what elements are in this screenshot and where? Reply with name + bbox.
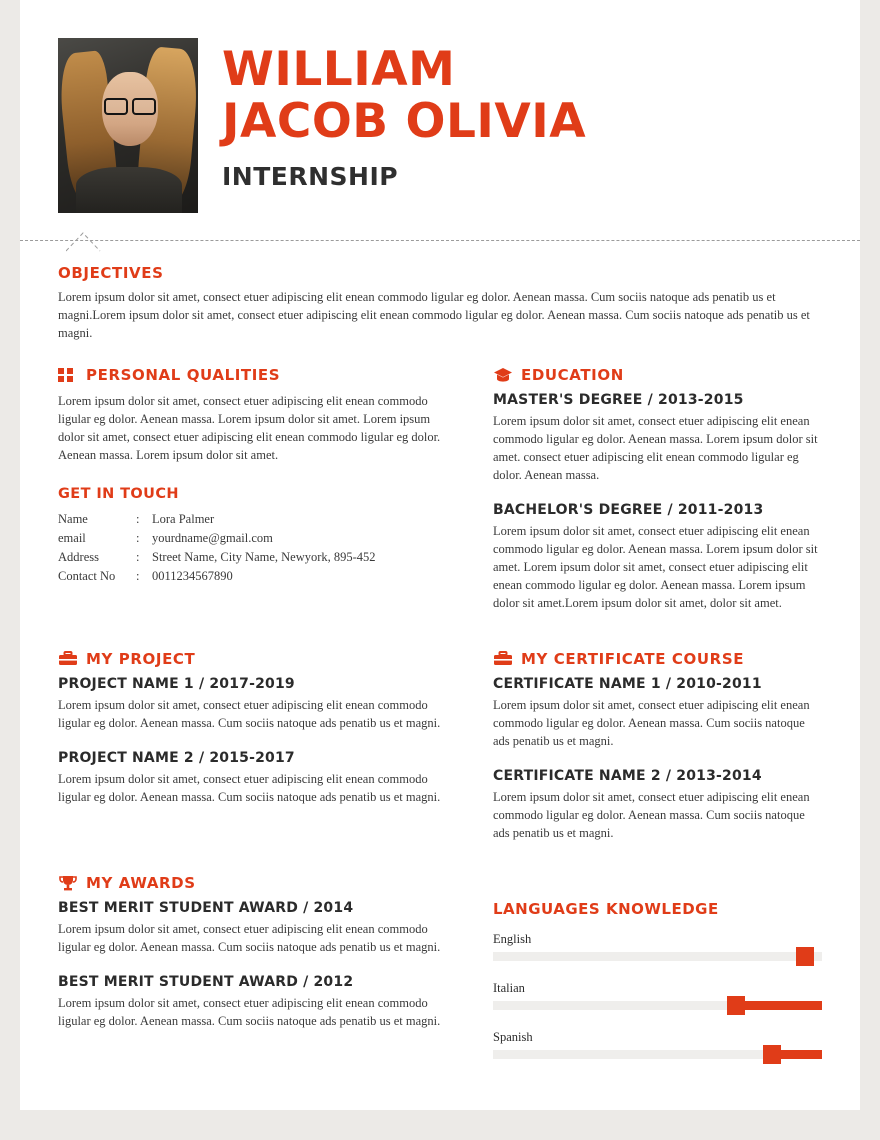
award-item	[58, 974, 448, 1030]
table-row	[58, 529, 376, 548]
contact-colon: :	[136, 512, 140, 526]
get-in-touch-title: GET IN TOUCH	[58, 486, 179, 502]
certificate-item-title: CERTIFICATE NAME 1 / 2010-2011	[493, 676, 762, 692]
language-row-english	[493, 932, 822, 961]
education-heading	[493, 366, 822, 384]
language-name: English	[493, 932, 532, 946]
contact-colon: :	[136, 550, 140, 564]
col-personal-qualities	[58, 366, 448, 630]
language-name: Spanish	[493, 1030, 533, 1044]
table-row	[58, 548, 376, 567]
glasses-icon	[104, 98, 156, 111]
contact-label-name: Name	[58, 512, 88, 526]
award-item-text: Lorem ipsum dolor sit amet, consect etuer adipiscing elit enean commodo ligular eg dolor. Aenean massa. Cum sociis natoque ads penatib us et magni.	[58, 922, 441, 954]
language-bar-knob[interactable]	[796, 947, 814, 966]
education-item	[493, 392, 822, 484]
education-item-text: Lorem ipsum dolor sit amet, consect etuer adipiscing elit enean commodo ligular eg dolor. Aenean massa. Lorem ipsum dolor sit amet. consect etuer adipiscing elit enean commodo ligular eg dolor. Aenean massa.	[493, 414, 818, 482]
col-education	[493, 366, 822, 630]
column-gap	[448, 650, 493, 860]
languages-title: LANGUAGES KNOWLEDGE	[493, 900, 719, 918]
language-bar-track[interactable]	[493, 1050, 822, 1059]
resume-header	[20, 0, 860, 230]
row-qualities-education	[58, 366, 822, 630]
graduation-cap-icon	[493, 367, 511, 383]
grid-icon	[58, 367, 76, 383]
objectives-text: Lorem ipsum dolor sit amet, consect etuer adipiscing elit enean commodo ligular eg dolor. Aenean massa. Cum sociis natoque ads penatib us et magni.Lorem ipsum dolor sit amet, consect etuer adipiscing elit enean commodo ligular eg dolor. Aenean massa. Cum sociis natoque ads penatib us et magni.	[58, 290, 810, 340]
contact-value-name: Lora Palmer	[152, 512, 215, 526]
award-item-text: Lorem ipsum dolor sit amet, consect etuer adipiscing elit enean commodo ligular eg dolor. Aenean massa. Cum sociis natoque ads penatib us et magni.	[58, 996, 441, 1028]
contact-label-address: Address	[58, 550, 99, 564]
col-my-project	[58, 650, 448, 860]
column-gap	[448, 874, 493, 1079]
row-project-certificate	[58, 650, 822, 860]
avatar	[58, 38, 198, 213]
photo-shoulders	[76, 167, 182, 213]
briefcase-icon	[493, 651, 511, 667]
personal-qualities-title: PERSONAL QUALITIES	[86, 366, 281, 384]
award-item-title: BEST MERIT STUDENT AWARD / 2014	[58, 900, 354, 916]
first-name: WILLIAM	[222, 42, 456, 97]
personal-qualities-text: Lorem ipsum dolor sit amet, consect etuer adipiscing elit enean commodo ligular eg dolor. Aenean massa. Lorem ipsum dolor sit amet. Lorem ipsum dolor sit amet, consect etuer adipiscing elit enean commodo ligular eg dolor. Aenean massa. Lorem ipsum dolor sit amet.	[58, 394, 441, 462]
dashed-line	[20, 240, 860, 241]
contact-colon: :	[136, 531, 140, 545]
contact-value-address: Street Name, City Name, Newyork, 895-452	[152, 550, 376, 564]
col-certificate-course	[493, 650, 822, 860]
project-item-title: PROJECT NAME 2 / 2015-2017	[58, 750, 295, 766]
col-languages	[493, 874, 822, 1079]
certificate-item	[493, 768, 822, 842]
education-item	[493, 502, 822, 612]
my-project-heading	[58, 650, 448, 668]
award-item	[58, 900, 448, 956]
project-item-text: Lorem ipsum dolor sit amet, consect etuer adipiscing elit enean commodo ligular eg dolor. Aenean massa. Cum sociis natoque ads penatib us et magni.	[58, 772, 441, 804]
education-item-title: BACHELOR'S DEGREE / 2011-2013	[493, 502, 764, 518]
resume-body	[20, 264, 860, 1079]
language-name: Italian	[493, 981, 525, 995]
contact-colon: :	[136, 569, 140, 583]
section-objectives	[58, 264, 822, 342]
table-row	[58, 567, 376, 586]
my-project-title: MY PROJECT	[86, 650, 196, 668]
resume-page	[20, 0, 860, 1110]
certificate-heading	[493, 650, 822, 668]
project-item	[58, 676, 448, 732]
my-awards-heading	[58, 874, 448, 892]
certificate-item	[493, 676, 822, 750]
briefcase-icon	[58, 651, 76, 667]
job-title: INTERNSHIP	[222, 162, 399, 191]
certificate-item-title: CERTIFICATE NAME 2 / 2013-2014	[493, 768, 762, 784]
language-row-spanish	[493, 1030, 822, 1059]
column-gap	[448, 366, 493, 630]
education-item-title: MASTER'S DEGREE / 2013-2015	[493, 392, 744, 408]
certificate-title: MY CERTIFICATE COURSE	[521, 650, 745, 668]
contact-table	[58, 510, 376, 586]
last-name: JACOB OLIVIA	[222, 94, 587, 149]
row-awards-languages	[58, 874, 822, 1079]
contact-value-email[interactable]: yourdname@gmail.com	[152, 531, 273, 545]
project-item	[58, 750, 448, 806]
header-divider	[20, 230, 860, 264]
language-bar-track[interactable]	[493, 1001, 822, 1010]
award-item-title: BEST MERIT STUDENT AWARD / 2012	[58, 974, 354, 990]
my-awards-title: MY AWARDS	[86, 874, 196, 892]
language-bar-knob[interactable]	[763, 1045, 781, 1064]
trophy-icon	[58, 875, 76, 891]
contact-value-phone: 0011234567890	[152, 569, 233, 583]
education-title: EDUCATION	[521, 366, 624, 384]
language-bar-knob[interactable]	[727, 996, 745, 1015]
education-item-text: Lorem ipsum dolor sit amet, consect etuer adipiscing elit enean commodo ligular eg dolor. Aenean massa. Lorem ipsum dolor sit amet. Lorem ipsum dolor sit amet, consect etuer adipiscing elit enean commodo ligular eg dolor. Aenean massa. Lorem ipsum dolor sit amet.Lorem ipsum dolor sit amet, dolor sit amet.	[493, 524, 818, 610]
certificate-item-text: Lorem ipsum dolor sit amet, consect etuer adipiscing elit enean commodo ligular eg dolor. Aenean massa. Cum sociis natoque ads penatib us et magni.	[493, 698, 810, 748]
language-bar-track[interactable]	[493, 952, 822, 961]
notch-shape	[66, 230, 118, 252]
certificate-item-text: Lorem ipsum dolor sit amet, consect etuer adipiscing elit enean commodo ligular eg dolor. Aenean massa. Cum sociis natoque ads penatib us et magni.	[493, 790, 810, 840]
contact-label-email: email	[58, 531, 86, 545]
language-row-italian	[493, 981, 822, 1010]
project-item-text: Lorem ipsum dolor sit amet, consect etuer adipiscing elit enean commodo ligular eg dolor. Aenean massa. Cum sociis natoque ads penatib us et magni.	[58, 698, 441, 730]
contact-label-phone: Contact No	[58, 569, 116, 583]
col-my-awards	[58, 874, 448, 1079]
personal-qualities-heading	[58, 366, 448, 384]
objectives-title: OBJECTIVES	[58, 264, 164, 282]
name-block	[198, 38, 586, 191]
project-item-title: PROJECT NAME 1 / 2017-2019	[58, 676, 295, 692]
table-row	[58, 510, 376, 529]
